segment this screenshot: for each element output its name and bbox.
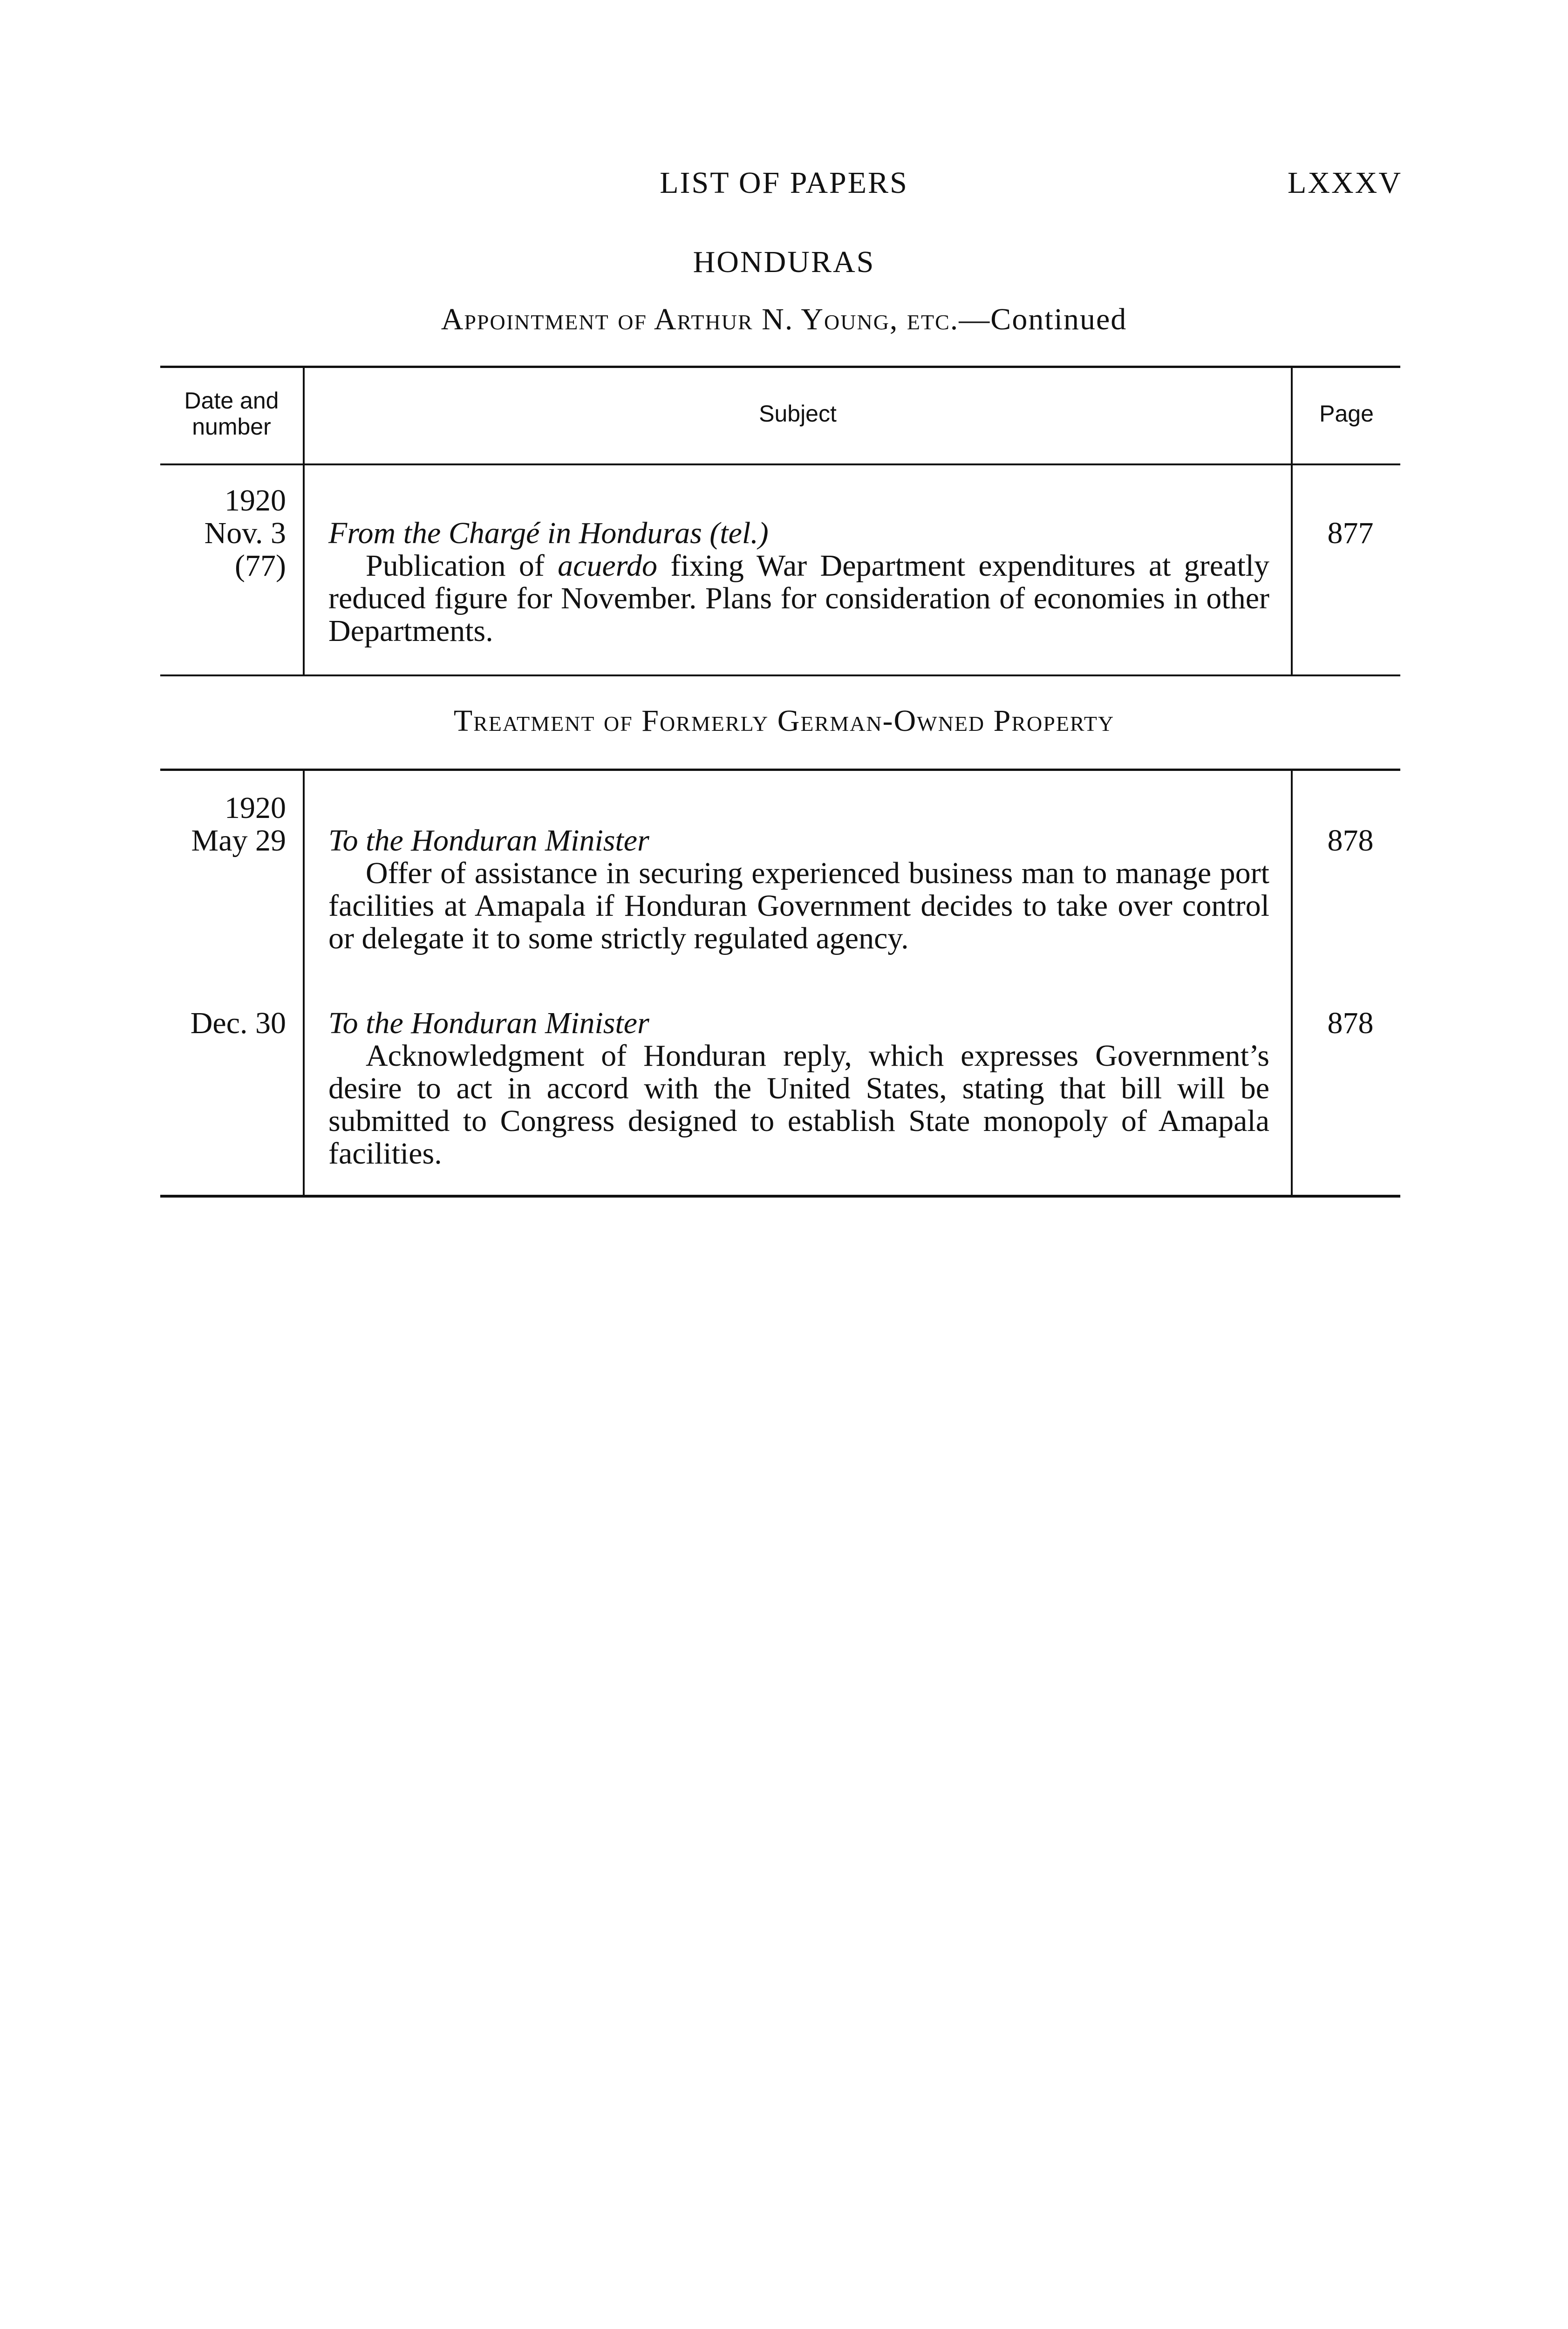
entry-body: Publication of acuerdo fixing War Department expenditures at greatly reduced figure for November. Plans for consideration of economies in other Departments. xyxy=(328,549,1269,648)
entry-body: Offer of assistance in securing experienced business man to manage port facilities at Amapala if Honduran Government decides to take over control or delegate it to some strictly regulated agency. xyxy=(328,856,1269,955)
column-header-date: Date and number xyxy=(184,388,279,440)
table-bottom-rule xyxy=(160,1195,1400,1198)
entry-date: 1920 May 29 xyxy=(191,791,286,858)
column-header-page: Page xyxy=(1319,401,1374,427)
column-divider xyxy=(1291,771,1293,1195)
country-heading: HONDURAS xyxy=(693,245,875,279)
entry-page: 878 xyxy=(1327,824,1374,858)
entry-page: 878 xyxy=(1327,1006,1374,1040)
entry-date: Dec. 30 xyxy=(190,1006,286,1040)
entry-lead: To the Honduran Minister xyxy=(328,824,649,858)
table-top-rule xyxy=(160,366,1400,368)
page-number: LXXXV xyxy=(1288,166,1402,200)
entry-subject xyxy=(328,1007,1269,1170)
section-heading-appointment xyxy=(0,302,1568,337)
entry-body: Acknowledgment of Honduran reply, which expresses Government’s desire to act in accord with the United States, stating that bill will be submitted to Congress designed to establish State monopoly of Amapala facilities. xyxy=(328,1039,1269,1171)
column-header-rule xyxy=(160,463,1400,465)
entry-date: 1920 Nov. 3 (77) xyxy=(204,484,286,583)
section-heading-german-property: Treatment of Formerly German-Owned Property xyxy=(453,704,1115,738)
entry-lead: To the Honduran Minister xyxy=(328,1006,649,1040)
entry-lead: From the Chargé in Honduras (tel.) xyxy=(328,516,769,550)
entry-subject xyxy=(328,824,1269,955)
table-bottom-rule xyxy=(160,674,1400,676)
running-head xyxy=(0,165,1568,207)
continued-label: —Continued xyxy=(959,302,1127,336)
section-title: Appointment of Arthur N. Young, etc. xyxy=(441,302,959,336)
entry-subject xyxy=(328,517,1269,647)
running-head-title: LIST OF PAPERS xyxy=(660,166,908,200)
column-header-subject: Subject xyxy=(759,401,837,427)
column-divider xyxy=(303,771,305,1195)
entry-page: 877 xyxy=(1327,516,1374,550)
table-top-rule xyxy=(160,769,1400,771)
